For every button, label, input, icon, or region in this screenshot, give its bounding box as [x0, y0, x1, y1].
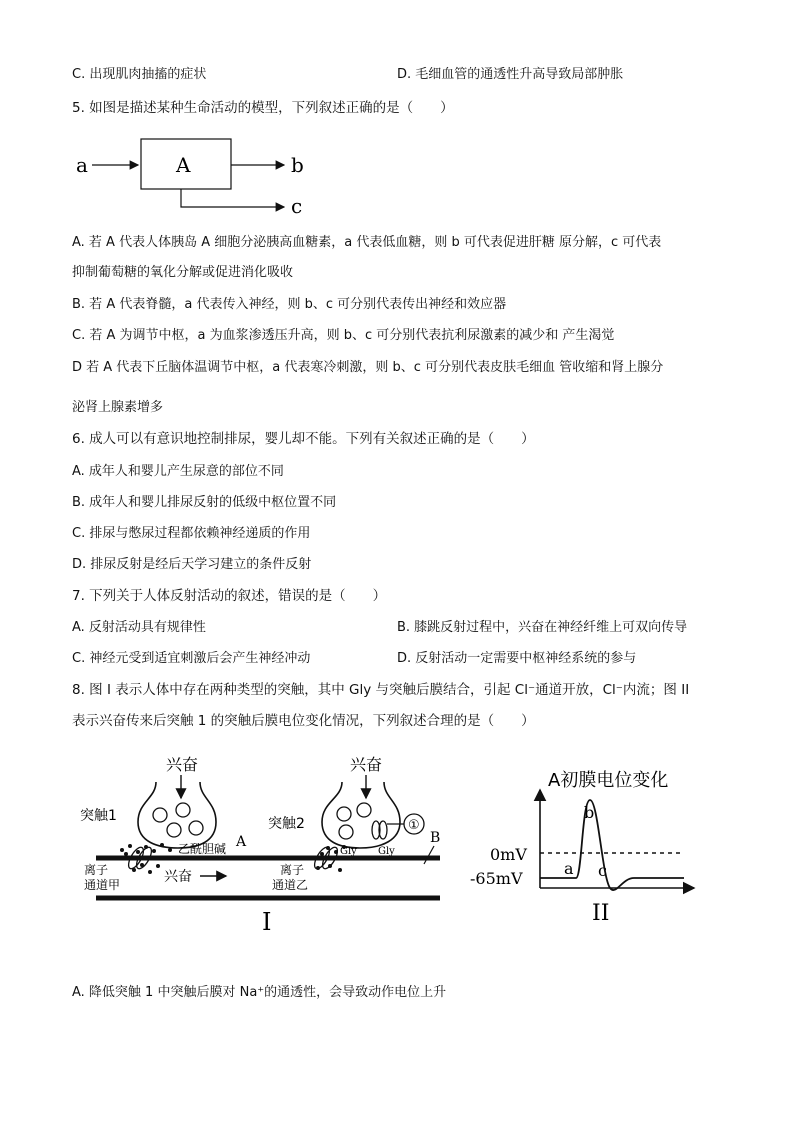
label-b: B — [430, 830, 441, 846]
synapse2-label: 突触2 — [268, 816, 305, 832]
vesicle — [357, 803, 371, 817]
q5-input-label: a — [76, 153, 88, 177]
figure-2-title: A初膜电位变化 — [548, 770, 669, 791]
q7-option-c: C. 神经元受到适宜刺激后会产生神经冲动 — [72, 651, 311, 666]
q7-option-a: A. 反射活动具有规律性 — [72, 620, 206, 635]
q5-output-c-label: c — [291, 194, 303, 218]
q7-stem: 7. 下列关于人体反射活动的叙述，错误的是（ ） — [72, 588, 387, 604]
synapse2-terminal — [322, 782, 400, 848]
q4-option-d: D. 毛细血管的通透性升高导致局部肿胀 — [397, 67, 624, 82]
vesicle — [176, 803, 190, 817]
vesicle — [167, 823, 181, 837]
vesicle — [153, 808, 167, 822]
label-1: ① — [408, 818, 420, 833]
synapse2-excite-label: 兴奋 — [350, 755, 383, 774]
q8-figure-2 — [468, 750, 708, 940]
vesicle — [337, 807, 351, 821]
q8-figure-1 — [78, 750, 458, 940]
rest-mv-label: -65mV — [470, 869, 523, 888]
gly-label-2: Gly — [378, 846, 395, 857]
figure-2-roman: II — [592, 901, 610, 926]
zero-mv-label: 0mV — [490, 845, 527, 864]
q8-stem-line1: 8. 图 I 表示人体中存在两种类型的突触，其中 Gly 与突触后膜结合，引起 Cl⁻通道开放，Cl⁻内流；图 II — [72, 682, 690, 698]
q5-output-b-label: b — [291, 153, 304, 177]
q7-option-b: B. 膝跳反射过程中，兴奋在神经纤维上可双向传导 — [397, 620, 688, 635]
vesicle — [189, 821, 203, 835]
curve-point-a: a — [564, 859, 574, 878]
q6-stem: 6. 成人可以有意识地控制排尿，婴儿却不能。下列有关叙述正确的是（ ） — [72, 431, 535, 447]
q5-option-c: C. 若 A 为调节中枢，a 为血浆渗透压升高，则 b、c 可分别代表抗利尿激素的减少和 产生渴觉 — [72, 328, 615, 343]
q5-box-label: A — [176, 153, 191, 177]
transporter-1 — [372, 821, 387, 839]
q8-stem-line2: 表示兴奋传来后突触 1 的突触后膜电位变化情况，下列叙述合理的是（ ） — [72, 713, 535, 729]
q5-option-d-line2: 泌肾上腺素增多 — [72, 400, 164, 415]
channel2-label-1: 离子 — [280, 863, 305, 877]
synapse1-excite-label: 兴奋 — [166, 755, 199, 774]
q5-model-diagram — [70, 135, 390, 225]
channel1-label-1: 离子 — [84, 863, 109, 877]
q4-option-c: C. 出现肌肉抽搐的症状 — [72, 67, 207, 82]
label-b-leader — [424, 846, 434, 864]
q6-option-b: B. 成年人和婴儿排尿反射的低级中枢位置不同 — [72, 495, 337, 510]
ach-label: 乙酰胆碱 — [178, 842, 227, 856]
excite-arrow-label: 兴奋 — [164, 869, 192, 885]
q5-option-d-line1: D 若 A 代表下丘脑体温调节中枢，a 代表寒冷刺激，则 b、c 可分别代表皮肤毛细血 管收缩和肾上腺分 — [72, 360, 664, 375]
q6-option-a: A. 成年人和婴儿产生尿意的部位不同 — [72, 464, 284, 479]
q5-stem: 5. 如图是描述某种生命活动的模型，下列叙述正确的是（ ） — [72, 100, 454, 116]
figure-1-roman: I — [262, 908, 272, 936]
gly-label-1: Gly — [340, 846, 357, 857]
membrane-potential-curve — [540, 800, 684, 890]
q5-arrow-c — [181, 189, 284, 207]
synapse1-terminal — [138, 782, 216, 848]
curve-point-b: b — [584, 803, 595, 822]
q6-option-d: D. 排尿反射是经后天学习建立的条件反射 — [72, 557, 312, 572]
vesicle — [339, 825, 353, 839]
q5-option-a-line2: 抑制葡萄糖的氧化分解或促进消化吸收 — [72, 265, 294, 280]
channel2-label-2: 通道乙 — [272, 878, 309, 892]
q7-option-d: D. 反射活动一定需要中枢神经系统的参与 — [397, 651, 637, 666]
label-a: A — [236, 834, 247, 850]
curve-point-c: c — [598, 861, 607, 880]
channel1-label-2: 通道甲 — [84, 878, 121, 892]
q5-option-b: B. 若 A 代表脊髓，a 代表传入神经，则 b、c 可分别代表传出神经和效应器 — [72, 297, 507, 312]
q8-option-a: A. 降低突触 1 中突触后膜对 Na⁺的通透性，会导致动作电位上升 — [72, 985, 447, 1000]
synapse1-label: 突触1 — [80, 808, 117, 824]
q6-option-c: C. 排尿与憋尿过程都依赖神经递质的作用 — [72, 526, 311, 541]
q5-option-a-line1: A. 若 A 代表人体胰岛 A 细胞分泌胰高血糖素，a 代表低血糖，则 b 可代表促进肝糖 原分解，c 可代表 — [72, 235, 662, 250]
